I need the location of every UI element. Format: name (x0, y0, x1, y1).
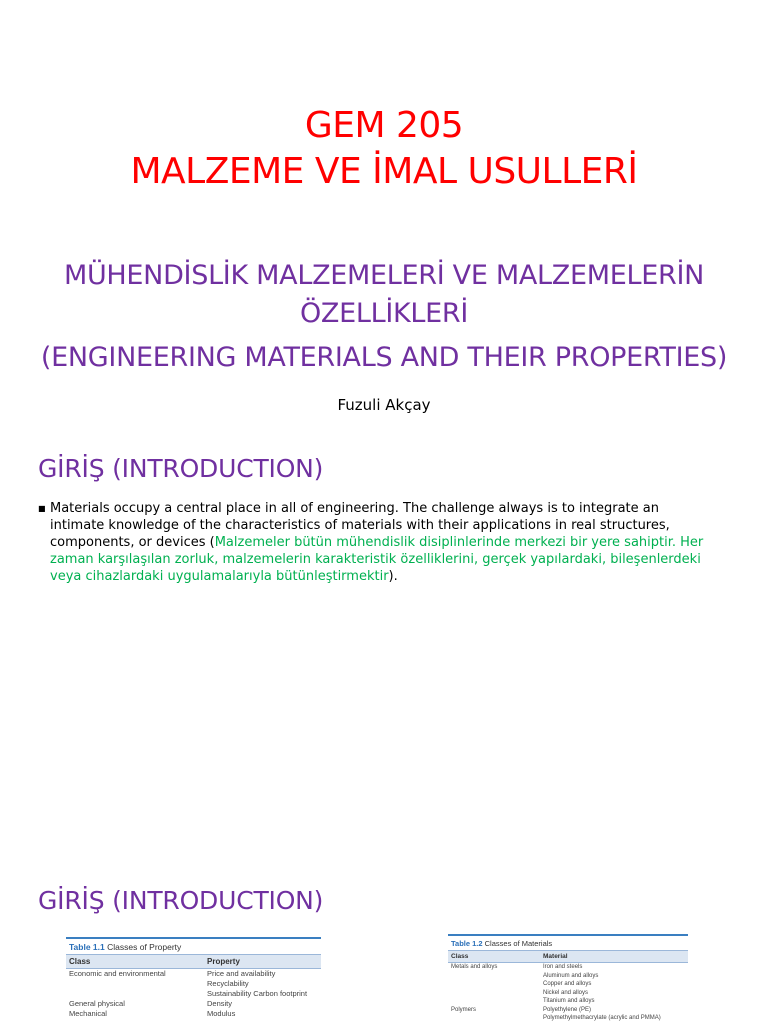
subtitle-line-1: MÜHENDİSLİK MALZEMELERİ VE MALZEMELERİN (63, 260, 705, 291)
column-header: Class (451, 953, 469, 960)
slide-heading: GİRİŞ (INTRODUCTION) (38, 886, 324, 915)
table-row (66, 969, 321, 979)
table-number: Table 1.2 (451, 939, 483, 948)
subtitle-line-2: ÖZELLİKLERİ (299, 298, 469, 329)
slide-heading: GİRİŞ (INTRODUCTION) (38, 454, 324, 483)
table-cell (451, 1014, 543, 1023)
table-number: Table 1.1 (69, 942, 105, 952)
table-row (448, 997, 688, 1006)
table-cell (69, 979, 207, 989)
table-cell: General physical (69, 999, 125, 1008)
table-cell: Density (207, 999, 233, 1008)
table-cell (451, 989, 543, 998)
table-cell: Polymethylmethacrylate (acrylic and PMMA) (543, 1015, 661, 1021)
bullet-text-english: Materials occupy a central place in all of engineering. The challenge always is to integrate an intimate knowledge of the characteristics of materials with their applications in real structures, components, or devices ( (50, 501, 670, 550)
table-cell: Recyclability (207, 979, 249, 988)
bullet-text-turkish: Malzemeler bütün mühendislik disiplinlerinde merkezi bir yere sahiptir. Her zaman karşılaşılan zorluk, malzemelerin karakteristik özelliklerini, gerçek yapılardaki, bileşenlerdeki veya cihazlardaki uygulamalarıyla bütünleştirmektir (50, 535, 704, 584)
table-header-row (448, 950, 688, 963)
subtitle-line-3: (ENGINEERING MATERIALS AND THEIR PROPERTIES) (40, 342, 728, 373)
title-slide (0, 0, 768, 432)
column-header: Property (207, 957, 240, 966)
table-cell: Polymers (451, 1006, 477, 1013)
table-cell: Nickel and alloys (543, 989, 589, 996)
table-row (448, 972, 688, 981)
table-cell: Iron and steels (543, 964, 583, 970)
course-code-title: GEM 205 (304, 105, 464, 146)
bullet-square-icon: ■ (38, 504, 46, 513)
introduction-slide (0, 432, 768, 864)
table-row (448, 963, 688, 972)
table-body (66, 969, 321, 1019)
table-cell (69, 989, 207, 999)
table-cell: Modulus (207, 1009, 236, 1018)
table-header-row (66, 954, 321, 969)
author-name: Fuzuli Akçay (337, 396, 431, 414)
classes-of-materials-table (448, 934, 688, 1024)
table-caption (448, 936, 688, 950)
table-cell: Price and availability (207, 969, 276, 978)
table-body (448, 963, 688, 1023)
column-header: Material (543, 953, 568, 960)
table-cell: Economic and environmental (69, 969, 166, 978)
bullet-text-end: ). (388, 569, 398, 584)
table-cell (451, 972, 543, 981)
course-name-title: MALZEME VE İMAL USULLERİ (130, 151, 638, 192)
table-title: Classes of Property (107, 942, 182, 952)
table-row (66, 989, 321, 999)
table-row (66, 1009, 321, 1019)
table-cell: Aluminum and alloys (543, 972, 599, 979)
table-caption (66, 939, 321, 954)
table-row (448, 980, 688, 989)
table-row (66, 999, 321, 1009)
bullet-paragraph (50, 500, 704, 585)
table-cell (451, 997, 543, 1006)
table-title: Classes of Materials (484, 939, 553, 948)
table-cell: Polyethylene (PE) (543, 1006, 592, 1013)
table-row (448, 989, 688, 998)
table-cell: Titanium and alloys (543, 998, 595, 1004)
table-cell: Mechanical (69, 1009, 107, 1018)
table-cell: Sustainability Carbon footprint (207, 989, 308, 998)
table-cell: Copper and alloys (543, 981, 592, 987)
column-header: Class (69, 957, 91, 966)
table-row (448, 1006, 688, 1015)
classes-of-property-table (66, 937, 321, 1024)
introduction-tables-slide (0, 864, 768, 1024)
table-row (448, 1014, 688, 1023)
table-cell: Metals and alloys (451, 964, 498, 970)
table-row (66, 979, 321, 989)
table-cell (451, 980, 543, 989)
